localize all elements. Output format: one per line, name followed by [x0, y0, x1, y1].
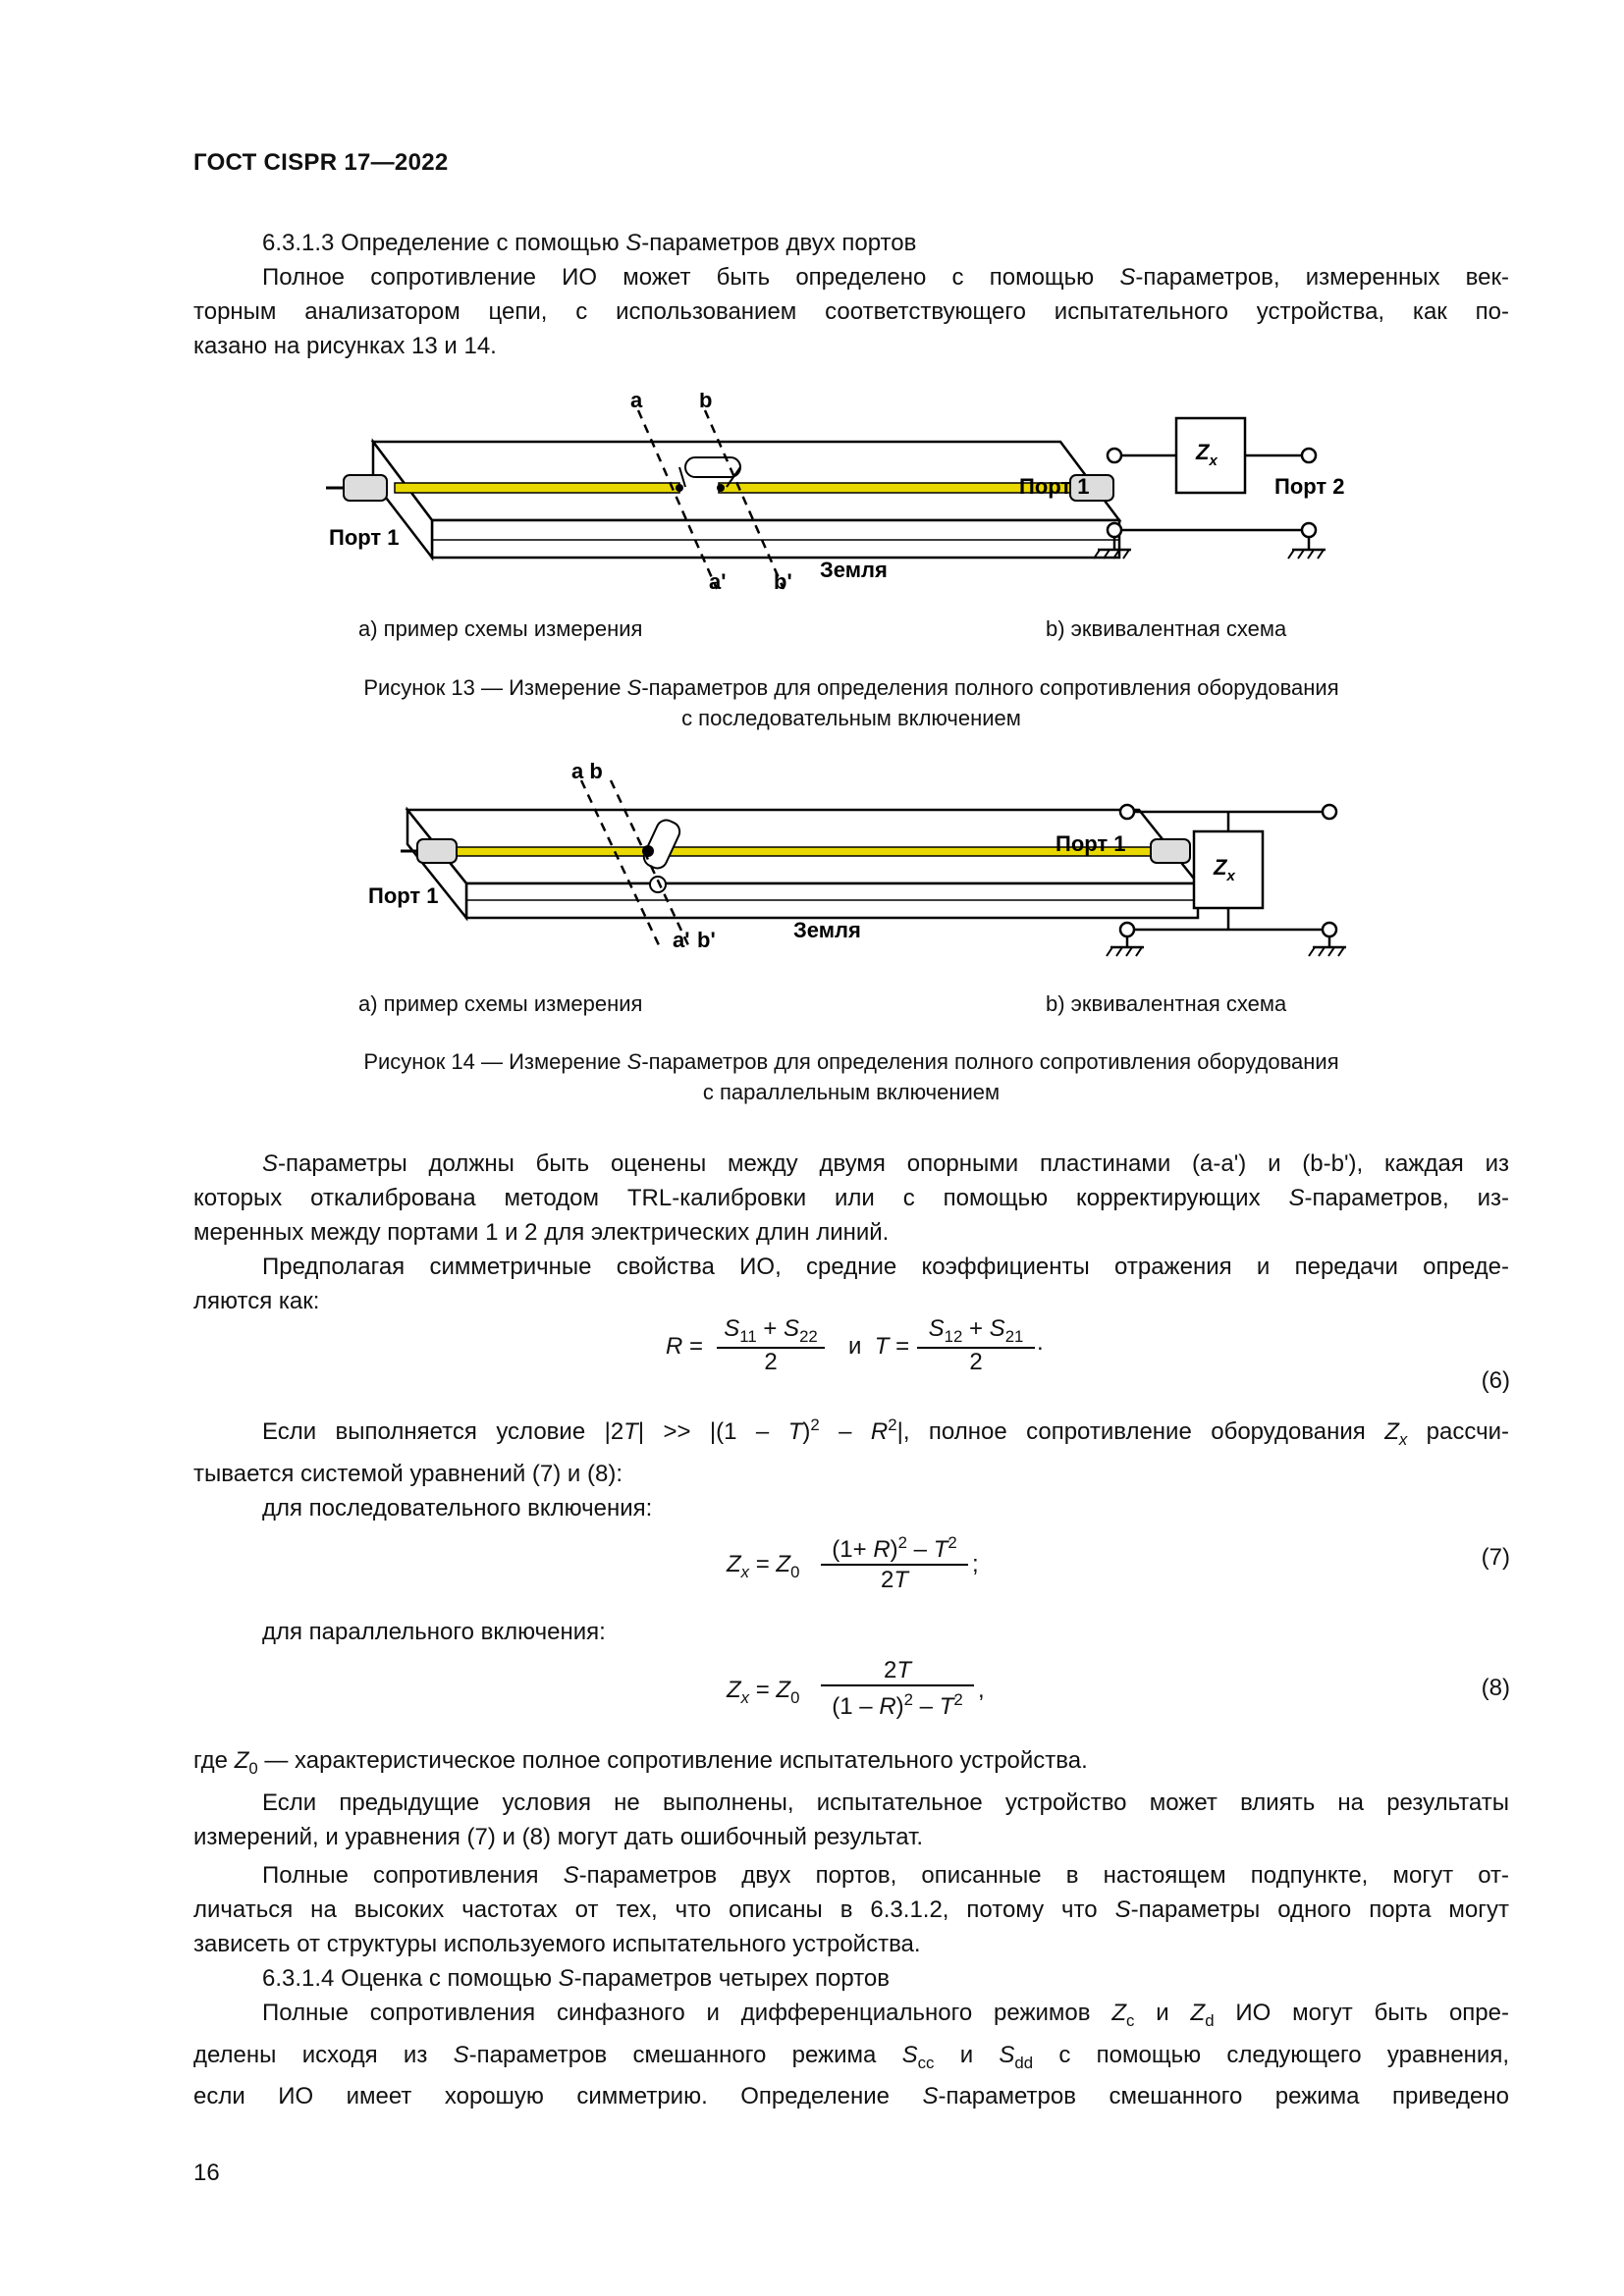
paragraph-reference-planes: [193, 1147, 1509, 1318]
equation-7-number: (7): [1481, 1544, 1510, 1571]
equation-8-number: (8): [1481, 1675, 1510, 1701]
strip-left: [395, 483, 679, 493]
paragraph-symmetry-line1: Предполагая симметричные свойства ИО, средние коэффициенты отражения и передачи опреде-: [262, 1254, 1509, 1280]
figure-13-sub-b: b) эквивалентная схема: [1046, 616, 1287, 641]
paragraph-symmetry-line2: ляются как:: [193, 1288, 320, 1314]
figure-13-drawing: [314, 393, 1394, 648]
equation-7: $Z_x = Z_0$ $(1+ R)^2 - T^2$ 2T ;: [727, 1533, 979, 1593]
zx-label: $Z_x$: [1196, 440, 1218, 469]
series-label: для последовательного включения:: [262, 1494, 653, 1522]
figure-14-sub-a: a) пример схемы измерения: [358, 991, 643, 1016]
paragraph-hf-line2: личаться на высоких частотах от тех, что описаны в 6.3.1.2, потому что S-параметры одного порта могут: [193, 1896, 1509, 1923]
label-b-prime: b': [697, 928, 716, 952]
equation-6: R = $S_{11} + S_{22}$ 2 и T = $S_{12} + S_{21}$ 2 .: [666, 1315, 1044, 1375]
paragraph-mixed-mode-line2: делены исходя из S-параметров смешанного режима $S_{cc}$ и $S_{dd}$ с помощью следующего уравнения,: [193, 2041, 1509, 2072]
label-port1: Порт 1: [329, 525, 400, 550]
figure-13-measurement-setup-drawing: [314, 393, 1119, 594]
figure-14: [353, 761, 1394, 977]
parallel-label: для параллельного включения:: [262, 1619, 606, 1645]
equation-6-number: (6): [1481, 1367, 1510, 1394]
document-header: ГОСТ CISPR 17—2022: [193, 149, 449, 176]
figure-13-caption: [193, 672, 1509, 733]
paragraph-intro-line1: Полное сопротивление ИО может быть определено с помощью S-параметров, измеренных век-: [262, 264, 1509, 291]
eq-port1: Порт 1: [1019, 474, 1090, 499]
eq-port2: Порт 2: [1274, 474, 1345, 499]
connector-port2: [1151, 839, 1190, 863]
equation-8: $Z_x = Z_0$ 2T $(1 - R)^2 - T^2$ ,: [727, 1657, 985, 1720]
paragraph-intro-line3: казано на рисунках 13 и 14.: [193, 333, 497, 359]
section-6313-title: 6.3.1.3 Определение с помощью S-параметров двух портов: [262, 230, 917, 256]
paragraph-tail: [193, 1743, 1509, 2113]
connector-port1: [417, 839, 457, 863]
label-ground: Земля: [793, 918, 861, 942]
paragraph-condition: [193, 1408, 1509, 1525]
figure-14-caption: [193, 1046, 1509, 1107]
figure-13-sub-a: a) пример схемы измерения: [358, 616, 643, 641]
label-b-prime: b': [774, 569, 792, 594]
paragraph-reference-planes-line1: S-параметры должны быть оценены между двумя опорными пластинами (a-a') и (b-b'), каждая из: [262, 1150, 1509, 1177]
section-6314-title: 6.3.1.4 Оценка с помощью S-параметров четырех портов: [262, 1964, 890, 1992]
paragraph-hf-line3: зависеть от структуры используемого испытательного устройства.: [193, 1930, 921, 1957]
label-a-prime: a': [673, 928, 690, 952]
paragraph-mixed-mode-line3: если ИО имеет хорошую симметрию. Определение S-параметров смешанного режима приведено: [193, 2083, 1509, 2110]
label-ground: Земля: [820, 558, 888, 582]
page-number: 16: [193, 2160, 220, 2186]
paragraph-error-line2: измерений, и уравнения (7) и (8) могут дать ошибочный результат.: [193, 1823, 924, 1850]
zx-label: $Z_x$: [1214, 855, 1235, 884]
figure-14-measurement-setup: [368, 761, 1198, 952]
label-b: b: [699, 393, 713, 412]
paragraph-hf-line1: Полные сопротивления S-параметров двух портов, описанные в настоящем подпункте, могут от-: [262, 1861, 1509, 1889]
figure-13-caption-line1: Рисунок 13 — Измерение S-параметров для определения полного сопротивления оборудования: [363, 675, 1339, 700]
paragraph-mixed-mode-line1: Полные сопротивления синфазного и дифференциального режимов $Z_c$ и $Z_d$ ИО могут быть опре-: [262, 1999, 1509, 2030]
paragraph-reference-planes-line2: которых откалибрована методом TRL-калибровки или с помощью корректирующих S-параметров, из-: [193, 1185, 1509, 1211]
paragraph-reference-planes-line3: меренных между портами 1 и 2 для электрических длин линий.: [193, 1219, 890, 1246]
label-a-prime: a': [709, 569, 727, 594]
figure-14-caption-line2: с параллельным включением: [702, 1080, 1001, 1104]
label-ab: a b: [571, 761, 603, 783]
eq-port1: Порт 1: [1056, 831, 1126, 856]
paragraph-intro: [193, 260, 1509, 363]
z0-definition: где $Z_0$ — характеристическое полное сопротивление испытательного устройства.: [193, 1747, 1088, 1778]
label-port1: Порт 1: [368, 883, 439, 908]
connector-port1: [344, 475, 387, 501]
paragraph-error-line1: Если предыдущие условия не выполнены, испытательное устройство может влиять на результаты: [262, 1789, 1509, 1816]
paragraph-condition-line1: Если выполняется условие $|2T| >> |(1 - T)^2 - R^2|$, полное сопротивление оборудования $Z_x$ рассчи-: [262, 1415, 1510, 1449]
paragraph-condition-line2: тывается системой уравнений (7) и (8):: [193, 1460, 623, 1487]
label-a: a: [630, 393, 643, 412]
paragraph-intro-line2: торным анализатором цепи, с использованием соответствующего испытательного устройства, как по-: [193, 298, 1509, 325]
figure-14-caption-line1: Рисунок 14 — Измерение S-параметров для определения полного сопротивления оборудования: [363, 1049, 1339, 1074]
figure-13-caption-line2: с последовательным включением: [681, 706, 1021, 730]
figure-14-sub-b: b) эквивалентная схема: [1046, 991, 1287, 1016]
